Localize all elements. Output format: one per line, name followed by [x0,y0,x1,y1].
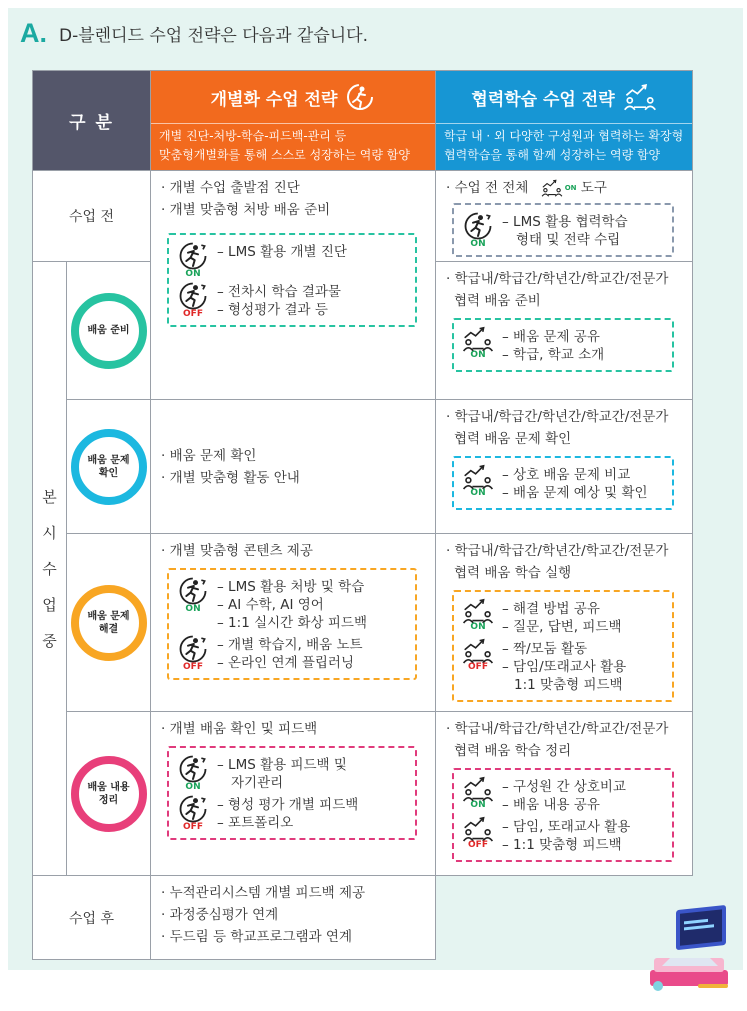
text-line: – 상호 배움 문제 비교 [502,467,631,483]
on-item [460,598,666,636]
text-line [446,177,684,199]
problem-row [33,400,693,534]
problem-stage-cell [67,400,151,534]
before-class-cooperative-cell [436,171,693,262]
solve-stage-cell [67,534,151,712]
prep-stage-label: 배움 준비 [87,325,130,336]
on-tag: ON [470,239,486,249]
problem-stage-label-2: 확인 [98,467,119,479]
team-growth-icon [462,598,494,624]
individual-desc-1: 개별 진단-처방-학습-피드백-관리 등 [159,129,347,143]
text-line: · 학급내/학급간/학년간/학교간/전문가 [446,721,669,737]
summary-individual-cell [151,712,436,876]
individual-title: 개별화 수업 전략 [210,89,338,110]
after-individual-cell [151,876,436,960]
on-item [460,776,666,814]
cooperative-desc-2: 협력학습을 통해 함께 성장하는 역량 함양 [444,148,661,162]
on-tag: ON [470,350,486,360]
strategy-table [32,70,693,960]
text-line: 협력 배움 학습 정리 [454,743,572,759]
text-line: 협력 배움 준비 [454,293,541,309]
runner-icon [345,82,375,112]
text-line: – LMS 활용 처방 및 학습 [217,579,365,595]
solve-individual-cell [151,534,436,712]
prep-stage-cell [67,262,151,400]
text-line: · 개별 맞춤형 활동 안내 [161,469,300,486]
text-line: – 담임, 또래교사 활용 [502,819,631,835]
text-line: · 학급내/학급간/학년간/학교간/전문가 [446,543,669,559]
summary-coop-box [452,768,674,862]
summary-stage-label-1: 배움 내용 [87,781,130,793]
section-title: D-블렌디드 수업 전략은 다음과 같습니다. [59,26,368,46]
off-item [175,794,409,832]
text-line: – 배움 내용 공유 [502,797,600,813]
summary-stage-label-2: 정리 [98,794,119,806]
off-item [460,816,666,854]
runner-icon [178,794,208,824]
runner-icon [463,211,493,241]
laptop-illustration-icon [640,900,740,1000]
before-class-row [33,171,693,262]
cooperative-header [436,71,693,171]
solve-row [33,534,693,712]
text-line: · 배움 문제 확인 [161,447,257,464]
text-line: · 과정중심평가 연계 [161,907,279,923]
on-item [460,211,666,249]
team-growth-icon [541,179,563,197]
summary-row [33,712,693,876]
section-heading [20,18,368,49]
cooperative-desc-1: 학급 내 · 외 다양한 구성원과 협력하는 확장형 [444,129,684,143]
text-line: · 개별 수업 출발점 진단 [161,180,300,196]
text-line: – AI 수학, AI 영어 [217,597,324,613]
category-header: 구 분 [33,71,151,171]
on-item [175,754,409,792]
off-tag: OFF [468,662,488,672]
off-tag: OFF [183,822,203,832]
prep-individual-box [167,233,417,327]
on-tag: ON [185,782,201,792]
summary-stage-ring [71,756,147,832]
text-line: 자기관리 [231,775,284,791]
on-item [175,576,409,632]
text-line: · 개별 맞춤형 처방 배움 준비 [161,202,331,218]
during-class-label [33,262,67,876]
team-growth-icon [623,83,657,111]
text-line: – 개별 학습지, 배움 노트 [217,637,363,653]
text-line: – 1:1 맞춤형 피드백 [502,837,622,853]
text-line: – 형성 평가 개별 피드백 [217,797,359,813]
off-item [175,281,409,319]
problem-stage-ring [71,429,147,505]
on-tag: ON [185,604,201,614]
problem-stage-label-1: 배움 문제 [87,454,130,466]
solve-coop-box [452,590,674,702]
small-on-tag: ON [564,184,577,192]
text-line: – 온라인 연계 플립러닝 [217,655,355,671]
on-item [460,326,666,364]
text-line: – LMS 활용 피드백 및 [217,757,347,773]
prep-cooperative-cell [436,262,693,400]
on-tag: ON [470,622,486,632]
team-growth-icon [462,776,494,802]
team-growth-icon [462,816,494,842]
text-line: – 포트폴리오 [217,815,294,831]
text-line: – 해결 방법 공유 [502,601,600,617]
runner-icon [178,634,208,664]
header-row [33,71,693,171]
on-tag: ON [185,269,201,279]
section-letter: A. [20,18,47,48]
text-line: · 개별 배움 확인 및 피드백 [161,721,318,737]
problem-coop-box [452,456,674,510]
during-class-text: 본 시 수 업 중 [42,487,57,650]
solve-individual-box [167,568,417,680]
text-line: – 짝/모둠 활동 [502,641,588,657]
on-item [460,464,666,502]
text-line: · 개별 맞춤형 콘텐츠 제공 [161,543,313,559]
text-line: – 구성원 간 상호비교 [502,779,626,795]
team-growth-icon [462,638,494,664]
solve-cooperative-cell [436,534,693,712]
problem-cooperative-cell [436,400,693,534]
before-class-label: 수업 전 [33,171,151,262]
off-tag: OFF [468,840,488,850]
after-class-row [33,876,693,960]
text-line: · 학급내/학급간/학년간/학교간/전문가 [446,409,669,425]
summary-stage-cell [67,712,151,876]
text-line: – LMS 활용 협력학습 [502,214,628,230]
runner-icon [178,281,208,311]
individual-desc-2: 맞춤형개별화를 통해 스스로 성장하는 역량 함양 [159,148,410,162]
team-growth-icon [462,326,494,352]
runner-icon [178,241,208,271]
text-line: – 학급, 학교 소개 [502,347,605,363]
before-coop-box [452,203,674,257]
on-tag: ON [470,488,486,498]
text-line: 협력 배움 학습 실행 [454,565,572,581]
text-line: – 전차시 학습 결과물 [217,284,341,300]
cooperative-title: 협력학습 수업 전략 [471,89,615,110]
off-tag: OFF [183,309,203,319]
text-line: – 1:1 실시간 화상 피드백 [217,615,367,631]
summary-individual-box [167,746,417,840]
on-item [175,241,409,279]
text-line: 1:1 맞춤형 피드백 [514,677,623,693]
before-coop-tool: 도구 [580,180,607,196]
text-line: 형태 및 전략 수립 [516,232,621,248]
text-line: – 배움 문제 예상 및 확인 [502,485,648,501]
solve-stage-label-1: 배움 문제 [87,610,130,622]
before-prep-individual-cell [151,171,436,400]
off-item [175,634,409,672]
solve-stage-ring [71,585,147,661]
after-class-label: 수업 후 [33,876,151,960]
solve-stage-label-2: 해결 [98,623,119,635]
prep-coop-box [452,318,674,372]
on-tag: ON [470,800,486,810]
text-line: – 질문, 답변, 피드백 [502,619,622,635]
text-line: · 학급내/학급간/학년간/학교간/전문가 [446,271,669,287]
prep-stage-ring [71,293,147,369]
text-line: – 배움 문제 공유 [502,329,600,345]
summary-cooperative-cell [436,712,693,876]
before-coop-text: · 수업 전 전체 [446,180,529,196]
off-tag: OFF [183,662,203,672]
text-line: – LMS 활용 개별 진단 [217,244,347,260]
off-item [460,638,666,694]
runner-icon [178,754,208,784]
team-growth-icon [462,464,494,490]
text-line: · 누적관리시스템 개별 피드백 제공 [161,885,366,901]
text-line: · 두드림 등 학교프로그램과 연계 [161,929,353,945]
text-line: – 형성평가 결과 등 [217,302,328,318]
text-line: 협력 배움 문제 확인 [454,431,572,447]
runner-icon [178,576,208,606]
problem-individual-cell [151,400,436,534]
text-line: – 담임/또래교사 활용 [502,659,627,675]
individual-header [151,71,436,171]
